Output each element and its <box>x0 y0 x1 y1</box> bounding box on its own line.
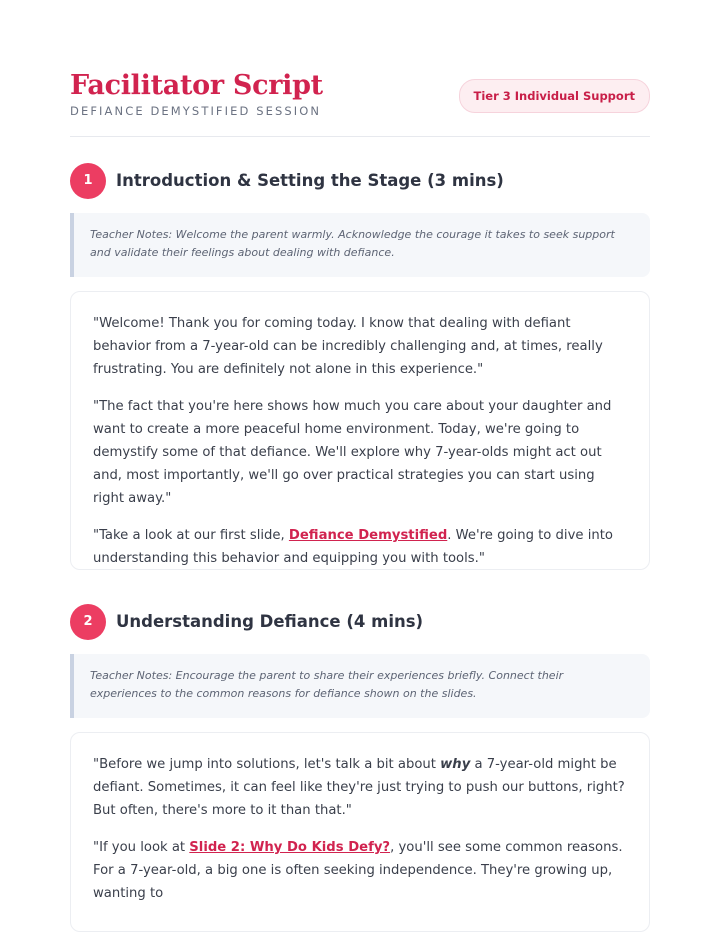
text-span: "Take a look at our first slide, <box>93 528 289 543</box>
text-span: a 7-year-old might be defiant. Sometimes, it can feel like they're just trying to push our buttons, right? But often, there's more to it than that." <box>93 757 625 818</box>
text-span: "If you look at <box>93 840 190 855</box>
slide-link-why-do-kids-defy[interactable]: Slide 2: Why Do Kids Defy? <box>189 840 391 855</box>
section-1 <box>70 163 650 566</box>
script-paragraph: "Welcome! Thank you for coming today. I know that dealing with defiant behavior from a 7-year-old can be incredibly challenging and, at times, really frustrating. You are definitely not alone in this experience." <box>93 316 603 377</box>
section-number-badge: 2 <box>70 604 106 640</box>
section-title: Introduction & Setting the Stage (3 mins) <box>116 171 504 190</box>
script-paragraph: "The fact that you're here shows how much you care about your daughter and want to create a more peaceful home environment. Today, we're going to demystify some of that defiance. We'll explore why 7-year-olds might act out and, most importantly, we'll go over practical strategies you can start using right away." <box>93 399 612 506</box>
section-title: Understanding Defiance (4 mins) <box>116 612 424 631</box>
section-1-header <box>70 163 650 199</box>
section-2 <box>70 604 650 901</box>
script-paragraph <box>93 836 627 905</box>
section-number-badge: 1 <box>70 163 106 199</box>
page-title: Facilitator Script <box>70 70 323 101</box>
teacher-notes: Teacher Notes: Encourage the parent to share their experiences briefly. Connect their experiences to the common reasons for defiance shown on the slides. <box>70 654 650 718</box>
text-span: , you'll see some common reasons. For a 7-year-old, a big one is often seeking independence. They're growing up, wanting to <box>93 840 623 901</box>
script-paragraph <box>93 524 627 570</box>
page-subtitle: DEFIANCE DEMYSTIFIED SESSION <box>70 104 322 118</box>
slide-link-defiance-demystified[interactable]: Defiance Demystified <box>288 528 448 543</box>
text-span: "Before we jump into solutions, let's talk a bit about <box>93 757 441 772</box>
page-header <box>70 70 650 137</box>
teacher-notes: Teacher Notes: Welcome the parent warmly. Acknowledge the courage it takes to seek support and validate their feelings about dealing with defiance. <box>70 213 650 277</box>
text-span: . We're going to dive into understanding this behavior and equipping you with tools." <box>93 528 613 566</box>
script-paragraph <box>93 753 627 822</box>
emphasis-text: why <box>440 757 471 772</box>
script-card <box>70 291 650 570</box>
tier-badge: Tier 3 Individual Support <box>459 79 650 113</box>
script-card <box>70 732 650 932</box>
section-2-header <box>70 604 650 640</box>
